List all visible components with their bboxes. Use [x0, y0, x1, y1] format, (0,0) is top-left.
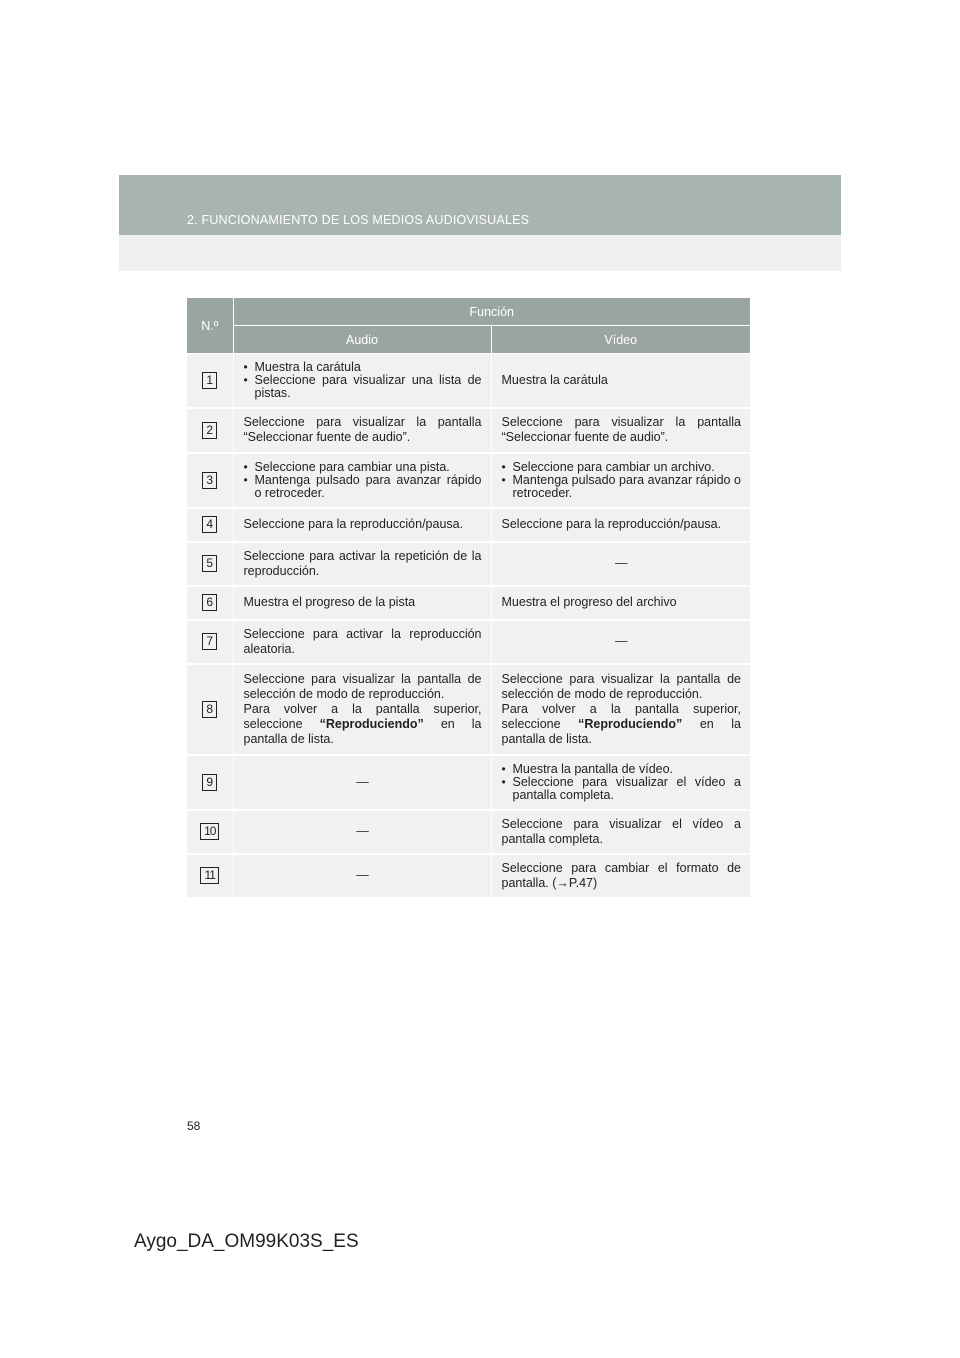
table-row [187, 354, 750, 408]
list-item: • Muestra la carátula [243, 359, 361, 374]
table-row [187, 408, 750, 453]
dash-placeholder: — [356, 824, 369, 838]
table-row [187, 755, 750, 810]
table-row [187, 453, 750, 508]
list-item: • Seleccione para cambiar un archivo. [501, 459, 715, 474]
column-header-function: Función [233, 298, 750, 326]
video-cell [491, 453, 750, 508]
row-number-badge: 5 [202, 555, 217, 572]
bullet-icon: • [243, 459, 248, 474]
column-header-video: Vídeo [491, 326, 750, 354]
bullet-icon: • [501, 761, 506, 776]
table-row [187, 508, 750, 542]
bullet-icon: • [243, 372, 248, 387]
audio-cell: Seleccione para activar la repetición de la reproducción. [233, 542, 491, 586]
table-row [187, 586, 750, 620]
dash-placeholder: — [615, 634, 628, 648]
list-item: • Mantenga pulsado para avanzar rápido o retroceder. [501, 472, 742, 500]
document-code: Aygo_DA_OM99K03S_ES [134, 1231, 359, 1252]
list-item: • Muestra la pantalla de vídeo. [501, 761, 674, 776]
bullet-icon: • [243, 472, 248, 487]
section-header-band [119, 175, 841, 235]
list-item: • Seleccione para visualizar una lista de pistas. [243, 372, 482, 400]
video-cell: Seleccione para visualizar la pantalla “Seleccionar fuente de audio”. [491, 408, 750, 453]
audio-cell [233, 854, 491, 898]
column-header-number: N.º [187, 298, 233, 354]
row-number-badge: 7 [202, 633, 217, 650]
row-number-badge: 4 [202, 516, 217, 533]
table-row [187, 664, 750, 755]
row-number-badge: 9 [202, 774, 217, 791]
list-item: • Mantenga pulsado para avanzar rápido o retroceder. [243, 472, 482, 500]
column-header-audio: Audio [233, 326, 491, 354]
video-cell: Seleccione para visualizar el vídeo a pantalla completa. [491, 810, 750, 854]
audio-cell: Muestra el progreso de la pista [233, 586, 491, 620]
video-cell: Seleccione para visualizar la pantalla de selección de modo de reproducción. Para volver a la pantalla superior, seleccione “Reproduciendo” en la pantalla de lista. [491, 664, 750, 755]
video-cell [491, 755, 750, 810]
bullet-icon: • [501, 472, 506, 487]
audio-cell: Seleccione para visualizar la pantalla de selección de modo de reproducción. Para volver a la pantalla superior, seleccione “Reproduciendo” en la pantalla de lista. [233, 664, 491, 755]
audio-cell [233, 810, 491, 854]
emphasis-label: “Reproduciendo” [578, 716, 683, 731]
video-cell: Seleccione para cambiar el formato de pantalla. (→P.47) [491, 854, 750, 898]
bullet-icon: • [501, 459, 506, 474]
audio-cell: Seleccione para visualizar la pantalla “Seleccionar fuente de audio”. [233, 408, 491, 453]
section-subheader-band [119, 235, 841, 271]
table-row [187, 620, 750, 664]
page-number: 58 [187, 1119, 201, 1133]
list-item: • Seleccione para visualizar el vídeo a pantalla completa. [501, 774, 742, 802]
row-number-badge: 3 [202, 472, 217, 489]
row-number-badge: 11 [200, 867, 219, 884]
video-cell: Muestra la carátula [491, 354, 750, 408]
dash-placeholder: — [356, 868, 369, 882]
audio-cell [233, 354, 491, 408]
video-cell: Seleccione para la reproducción/pausa. [491, 508, 750, 542]
bullet-icon: • [501, 774, 506, 789]
table-row [187, 542, 750, 586]
list-item: • Seleccione para cambiar una pista. [243, 459, 450, 474]
dash-placeholder: — [356, 774, 369, 789]
audio-cell [233, 453, 491, 508]
row-number-badge: 10 [200, 823, 219, 840]
video-cell [491, 542, 750, 586]
table-row [187, 854, 750, 898]
video-cell [491, 620, 750, 664]
row-number-badge: 8 [202, 701, 217, 718]
section-title: 2. FUNCIONAMIENTO DE LOS MEDIOS AUDIOVISUALES [187, 213, 530, 227]
bullet-icon: • [243, 359, 248, 374]
row-number-badge: 2 [202, 422, 217, 439]
audio-cell: Seleccione para activar la reproducción aleatoria. [233, 620, 491, 664]
audio-cell [233, 755, 491, 810]
emphasis-label: “Reproduciendo” [319, 716, 424, 731]
row-number-badge: 6 [202, 594, 217, 611]
dash-placeholder: — [615, 556, 628, 570]
audio-cell: Seleccione para la reproducción/pausa. [233, 508, 491, 542]
row-number-badge: 1 [202, 372, 217, 389]
video-cell: Muestra el progreso del archivo [491, 586, 750, 620]
function-table [187, 298, 750, 899]
table-row [187, 810, 750, 854]
